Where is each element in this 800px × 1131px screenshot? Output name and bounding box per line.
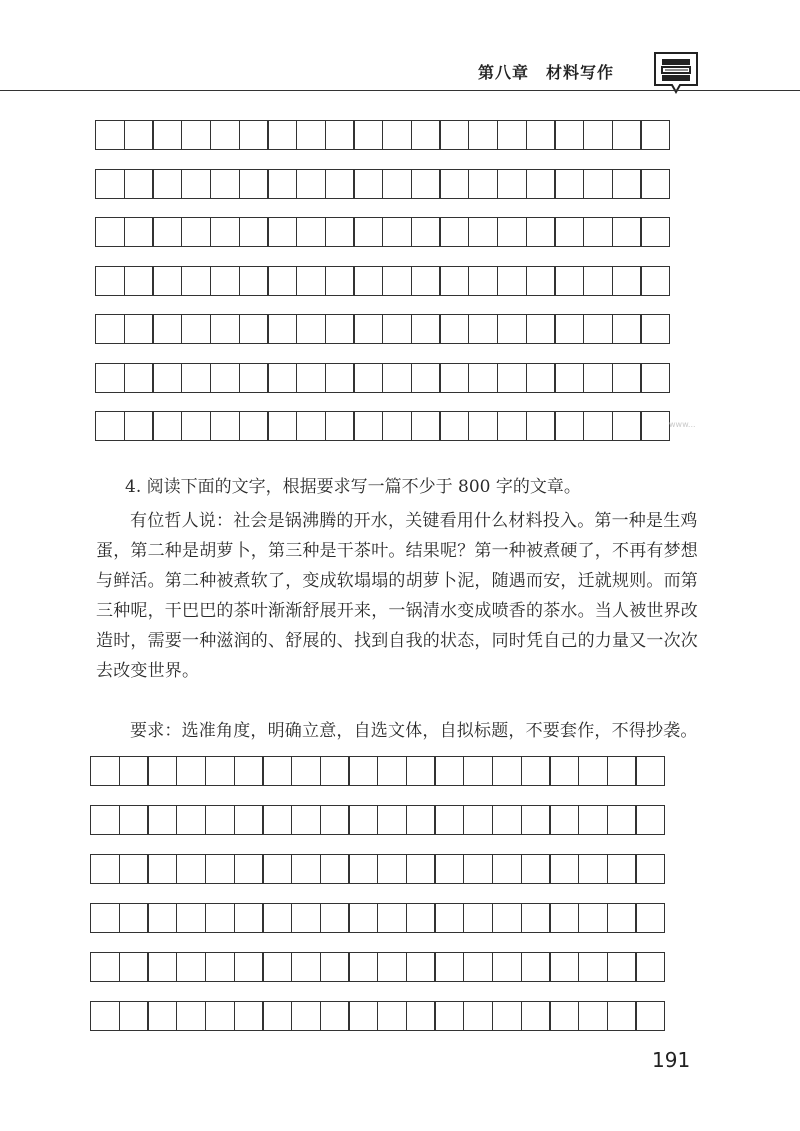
grid-cell xyxy=(296,266,326,296)
grid-cell xyxy=(348,756,378,786)
grid-cell xyxy=(176,854,206,884)
grid-cell xyxy=(234,854,264,884)
grid-cell xyxy=(612,120,642,150)
grid-cell xyxy=(468,266,498,296)
watermark: www... xyxy=(669,420,696,429)
grid-cell xyxy=(348,952,378,982)
grid-cell xyxy=(152,363,182,393)
grid-cell xyxy=(607,1001,637,1031)
grid-cell xyxy=(411,363,441,393)
grid-cell xyxy=(124,217,154,247)
grid-cell xyxy=(382,314,412,344)
grid-cell xyxy=(325,314,355,344)
grid-cell xyxy=(210,217,240,247)
grid-cell xyxy=(377,952,407,982)
grid-cell xyxy=(267,314,297,344)
grid-cell xyxy=(635,952,665,982)
grid-cell xyxy=(640,169,670,199)
grid-cell xyxy=(439,217,469,247)
grid-cell xyxy=(325,363,355,393)
grid-cell xyxy=(612,314,642,344)
grid-cell xyxy=(549,756,579,786)
grid-cell xyxy=(439,363,469,393)
grid-cell xyxy=(95,120,125,150)
grid-cell xyxy=(554,169,584,199)
grid-cell xyxy=(583,266,613,296)
grid-cell xyxy=(234,952,264,982)
grid-cell xyxy=(320,756,350,786)
grid-cell xyxy=(119,903,149,933)
grid-cell xyxy=(124,314,154,344)
grid-cell xyxy=(325,411,355,441)
grid-cell xyxy=(262,903,292,933)
grid-cell xyxy=(147,952,177,982)
grid-cell xyxy=(635,854,665,884)
grid-cell xyxy=(578,805,608,835)
grid-row xyxy=(95,169,669,199)
grid-row xyxy=(90,854,664,884)
grid-cell xyxy=(521,756,551,786)
grid-cell xyxy=(434,952,464,982)
grid-cell xyxy=(492,756,522,786)
grid-cell xyxy=(262,756,292,786)
grid-cell xyxy=(90,805,120,835)
grid-cell xyxy=(578,854,608,884)
grid-cell xyxy=(612,411,642,441)
grid-cell xyxy=(497,266,527,296)
grid-cell xyxy=(497,169,527,199)
grid-cell xyxy=(382,363,412,393)
grid-cell xyxy=(325,217,355,247)
grid-cell xyxy=(353,411,383,441)
grid-cell xyxy=(262,854,292,884)
grid-cell xyxy=(406,805,436,835)
grid-cell xyxy=(612,266,642,296)
book-stack-icon xyxy=(652,50,700,94)
grid-cell xyxy=(239,217,269,247)
grid-cell xyxy=(348,903,378,933)
grid-cell xyxy=(468,363,498,393)
grid-cell xyxy=(291,805,321,835)
task-prompt: 4. 阅读下面的文字，根据要求写一篇不少于 800 字的文章。 xyxy=(125,477,581,497)
grid-cell xyxy=(124,411,154,441)
grid-cell xyxy=(181,120,211,150)
grid-cell xyxy=(554,314,584,344)
grid-row xyxy=(90,903,664,933)
grid-cell xyxy=(124,169,154,199)
grid-cell xyxy=(181,363,211,393)
grid-cell xyxy=(406,903,436,933)
grid-cell xyxy=(124,363,154,393)
grid-cell xyxy=(176,903,206,933)
grid-cell xyxy=(239,169,269,199)
grid-cell xyxy=(267,411,297,441)
grid-cell xyxy=(578,756,608,786)
grid-cell xyxy=(607,756,637,786)
grid-cell xyxy=(353,217,383,247)
grid-cell xyxy=(119,756,149,786)
grid-cell xyxy=(492,952,522,982)
grid-cell xyxy=(439,266,469,296)
grid-cell xyxy=(382,169,412,199)
grid-cell xyxy=(152,120,182,150)
task-requirements: 要求：选准角度，明确立意，自选文体，自拟标题，不要套作，不得抄袭。 xyxy=(130,721,698,741)
grid-cell xyxy=(239,266,269,296)
grid-cell xyxy=(210,411,240,441)
grid-cell xyxy=(205,1001,235,1031)
grid-cell xyxy=(382,217,412,247)
grid-cell xyxy=(291,756,321,786)
grid-cell xyxy=(90,952,120,982)
grid-cell xyxy=(267,217,297,247)
grid-cell xyxy=(583,314,613,344)
grid-cell xyxy=(434,1001,464,1031)
grid-cell xyxy=(152,411,182,441)
grid-cell xyxy=(640,314,670,344)
grid-cell xyxy=(434,854,464,884)
grid-cell xyxy=(439,314,469,344)
grid-cell xyxy=(267,169,297,199)
grid-cell xyxy=(176,952,206,982)
grid-cell xyxy=(210,120,240,150)
grid-cell xyxy=(463,952,493,982)
grid-cell xyxy=(497,314,527,344)
grid-cell xyxy=(95,363,125,393)
grid-cell xyxy=(210,169,240,199)
grid-cell xyxy=(267,266,297,296)
grid-cell xyxy=(612,363,642,393)
grid-cell xyxy=(267,120,297,150)
header-rule xyxy=(0,90,800,91)
grid-cell xyxy=(95,169,125,199)
grid-cell xyxy=(119,1001,149,1031)
grid-cell xyxy=(147,854,177,884)
grid-cell xyxy=(152,314,182,344)
grid-cell xyxy=(353,169,383,199)
grid-cell xyxy=(526,169,556,199)
grid-cell xyxy=(583,120,613,150)
grid-cell xyxy=(607,854,637,884)
grid-cell xyxy=(147,1001,177,1031)
grid-cell xyxy=(635,903,665,933)
grid-cell xyxy=(612,217,642,247)
grid-cell xyxy=(583,169,613,199)
grid-cell xyxy=(492,1001,522,1031)
grid-cell xyxy=(234,756,264,786)
grid-cell xyxy=(176,805,206,835)
grid-cell xyxy=(406,1001,436,1031)
grid-cell xyxy=(205,903,235,933)
grid-cell xyxy=(291,903,321,933)
grid-cell xyxy=(468,217,498,247)
grid-cell xyxy=(468,169,498,199)
grid-cell xyxy=(583,363,613,393)
grid-row xyxy=(90,805,664,835)
grid-cell xyxy=(526,217,556,247)
grid-cell xyxy=(549,805,579,835)
grid-cell xyxy=(612,169,642,199)
grid-cell xyxy=(181,266,211,296)
grid-cell xyxy=(607,805,637,835)
grid-cell xyxy=(296,363,326,393)
grid-cell xyxy=(463,1001,493,1031)
grid-cell xyxy=(640,266,670,296)
grid-cell xyxy=(439,120,469,150)
grid-row xyxy=(95,217,669,247)
grid-cell xyxy=(325,266,355,296)
grid-cell xyxy=(607,952,637,982)
grid-cell xyxy=(90,854,120,884)
grid-cell xyxy=(348,854,378,884)
grid-cell xyxy=(296,169,326,199)
grid-cell xyxy=(181,217,211,247)
grid-cell xyxy=(635,756,665,786)
grid-cell xyxy=(583,217,613,247)
grid-cell xyxy=(406,756,436,786)
grid-cell xyxy=(291,854,321,884)
grid-cell xyxy=(526,411,556,441)
grid-cell xyxy=(239,314,269,344)
grid-cell xyxy=(210,363,240,393)
grid-cell xyxy=(411,266,441,296)
grid-cell xyxy=(325,169,355,199)
grid-cell xyxy=(526,266,556,296)
grid-cell xyxy=(640,120,670,150)
grid-row xyxy=(95,314,669,344)
grid-cell xyxy=(262,952,292,982)
grid-cell xyxy=(549,952,579,982)
grid-cell xyxy=(578,952,608,982)
grid-cell xyxy=(439,169,469,199)
grid-cell xyxy=(382,411,412,441)
grid-cell xyxy=(119,805,149,835)
grid-cell xyxy=(554,266,584,296)
grid-row xyxy=(90,1001,664,1031)
grid-cell xyxy=(521,1001,551,1031)
grid-cell xyxy=(554,411,584,441)
grid-row xyxy=(95,266,669,296)
grid-cell xyxy=(578,903,608,933)
grid-cell xyxy=(234,1001,264,1031)
grid-cell xyxy=(296,120,326,150)
grid-cell xyxy=(262,1001,292,1031)
grid-cell xyxy=(152,217,182,247)
grid-row xyxy=(95,411,669,441)
grid-cell xyxy=(521,952,551,982)
grid-cell xyxy=(411,169,441,199)
grid-cell xyxy=(348,1001,378,1031)
grid-cell xyxy=(234,805,264,835)
grid-row xyxy=(95,120,669,150)
grid-cell xyxy=(296,217,326,247)
grid-cell xyxy=(411,411,441,441)
grid-cell xyxy=(411,120,441,150)
grid-cell xyxy=(325,120,355,150)
grid-cell xyxy=(296,411,326,441)
grid-cell xyxy=(147,756,177,786)
grid-cell xyxy=(377,854,407,884)
grid-cell xyxy=(411,217,441,247)
grid-cell xyxy=(152,266,182,296)
grid-cell xyxy=(468,120,498,150)
grid-cell xyxy=(468,411,498,441)
grid-cell xyxy=(353,314,383,344)
grid-cell xyxy=(439,411,469,441)
grid-cell xyxy=(554,120,584,150)
task-material: 有位哲人说：社会是锅沸腾的开水，关键看用什么材料投入。第一种是生鸡蛋，第二种是胡萝卜，第三种是干茶叶。结果呢？第一种被煮硬了，不再有梦想与鲜活。第二种被煮软了，变成软塌塌的胡萝卜泥，随遇而安，迁就规则。而第三种呢，干巴巴的茶叶渐渐舒展开来，一锅清水变成喷香的茶水。当人被世界改造时，需要一种滋润的、舒展的、找到自我的状态，同时凭自己的力量又一次次去改变世界。 xyxy=(96,511,698,681)
grid-cell xyxy=(463,805,493,835)
grid-cell xyxy=(152,169,182,199)
grid-cell xyxy=(434,756,464,786)
grid-row xyxy=(90,952,664,982)
grid-cell xyxy=(406,854,436,884)
grid-cell xyxy=(382,120,412,150)
grid-cell xyxy=(95,314,125,344)
grid-cell xyxy=(234,903,264,933)
grid-cell xyxy=(468,314,498,344)
grid-cell xyxy=(497,217,527,247)
grid-cell xyxy=(377,903,407,933)
grid-cell xyxy=(320,903,350,933)
grid-cell xyxy=(526,363,556,393)
grid-cell xyxy=(640,411,670,441)
grid-cell xyxy=(434,903,464,933)
grid-cell xyxy=(181,169,211,199)
grid-cell xyxy=(320,805,350,835)
grid-cell xyxy=(640,217,670,247)
grid-cell xyxy=(147,903,177,933)
grid-cell xyxy=(377,756,407,786)
grid-cell xyxy=(377,1001,407,1031)
grid-cell xyxy=(176,1001,206,1031)
grid-cell xyxy=(291,952,321,982)
grid-cell xyxy=(521,805,551,835)
grid-cell xyxy=(181,314,211,344)
grid-cell xyxy=(90,903,120,933)
grid-cell xyxy=(239,120,269,150)
grid-cell xyxy=(181,411,211,441)
grid-cell xyxy=(497,363,527,393)
grid-row xyxy=(90,756,664,786)
grid-cell xyxy=(320,1001,350,1031)
grid-cell xyxy=(205,756,235,786)
grid-cell xyxy=(239,411,269,441)
grid-cell xyxy=(95,411,125,441)
grid-cell xyxy=(492,903,522,933)
grid-cell xyxy=(492,805,522,835)
grid-cell xyxy=(549,903,579,933)
grid-cell xyxy=(554,363,584,393)
grid-cell xyxy=(549,854,579,884)
grid-cell xyxy=(90,1001,120,1031)
grid-row xyxy=(95,363,669,393)
grid-cell xyxy=(382,266,412,296)
grid-cell xyxy=(463,756,493,786)
grid-cell xyxy=(147,805,177,835)
page-number: 191 xyxy=(652,1048,691,1072)
grid-cell xyxy=(607,903,637,933)
grid-cell xyxy=(353,120,383,150)
grid-cell xyxy=(554,217,584,247)
grid-cell xyxy=(262,805,292,835)
grid-cell xyxy=(176,756,206,786)
grid-cell xyxy=(119,854,149,884)
grid-cell xyxy=(210,314,240,344)
grid-cell xyxy=(521,903,551,933)
grid-cell xyxy=(320,854,350,884)
grid-cell xyxy=(353,266,383,296)
grid-cell xyxy=(526,120,556,150)
grid-cell xyxy=(492,854,522,884)
grid-cell xyxy=(291,1001,321,1031)
grid-cell xyxy=(463,903,493,933)
grid-cell xyxy=(90,756,120,786)
grid-cell xyxy=(521,854,551,884)
grid-cell xyxy=(377,805,407,835)
grid-cell xyxy=(583,411,613,441)
grid-cell xyxy=(124,266,154,296)
grid-cell xyxy=(411,314,441,344)
grid-cell xyxy=(296,314,326,344)
grid-cell xyxy=(210,266,240,296)
grid-cell xyxy=(434,805,464,835)
grid-cell xyxy=(124,120,154,150)
grid-cell xyxy=(267,363,297,393)
grid-cell xyxy=(205,854,235,884)
grid-cell xyxy=(353,363,383,393)
grid-cell xyxy=(526,314,556,344)
grid-cell xyxy=(578,1001,608,1031)
grid-cell xyxy=(497,120,527,150)
grid-cell xyxy=(95,266,125,296)
grid-cell xyxy=(119,952,149,982)
grid-cell xyxy=(640,363,670,393)
grid-cell xyxy=(635,1001,665,1031)
grid-cell xyxy=(205,952,235,982)
grid-cell xyxy=(497,411,527,441)
grid-cell xyxy=(320,952,350,982)
grid-cell xyxy=(635,805,665,835)
chapter-title: 第八章 材料写作 xyxy=(478,63,615,82)
grid-cell xyxy=(205,805,235,835)
grid-cell xyxy=(406,952,436,982)
grid-cell xyxy=(95,217,125,247)
grid-cell xyxy=(348,805,378,835)
grid-cell xyxy=(463,854,493,884)
grid-cell xyxy=(549,1001,579,1031)
grid-cell xyxy=(239,363,269,393)
